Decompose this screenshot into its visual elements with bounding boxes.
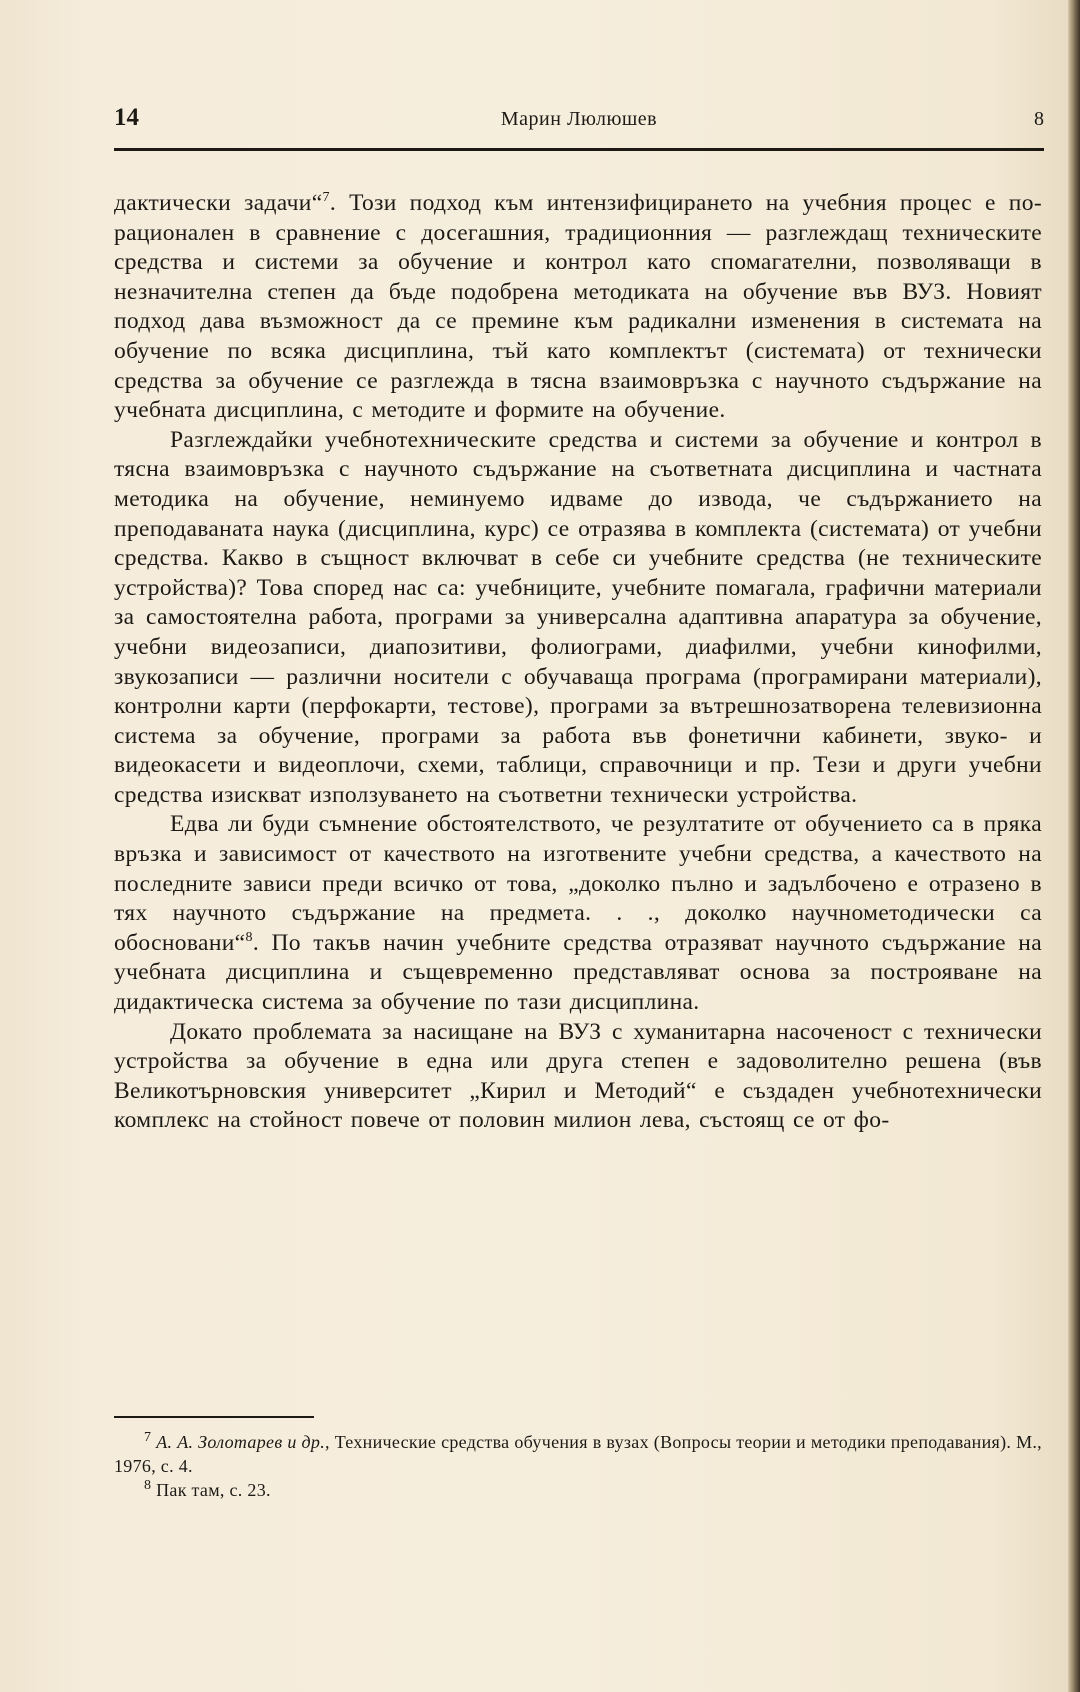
running-title: Марин Люлюшев — [500, 108, 658, 130]
section-number: 8 — [1034, 108, 1044, 130]
paragraph-1-rest: . Този подход към интензифицирането на учебния процес е по-рационален в сравнение с досегашния, традиционния — разглеждащ техническите средства и системи за обучение и контрол като спомагателни, позволяващи в незначителна степен да бъде подобрена методиката на обучение във ВУЗ. Новият подход дава възможност да се премине към радикални изменения в системата на обучение по всяка дисциплина, тъй като комплектът (системата) от технически средства за обучение се разглежда в тясна взаимовръзка с научното съдържание на учебната дисциплина, с методите и формите на обучение. — [114, 190, 1042, 424]
body-text — [114, 189, 1042, 1136]
page-number: 14 — [114, 104, 139, 131]
paragraph-3 — [114, 810, 1042, 1017]
footnote-rule — [114, 1416, 314, 1418]
header-rule — [114, 148, 1044, 151]
footnotes — [114, 1430, 1042, 1502]
paragraph-3-rest: . По такъв начин учебните средства отразяват научното съдържание на учебната дисциплина и същевременно представляват основа за построяване на дидактическа система за обучение по тази дисциплина. — [114, 929, 1042, 1016]
footnote-mark: 8 — [144, 1478, 152, 1493]
footnote-authors: А. А. Золотарев и др., — [156, 1432, 330, 1452]
paragraph-3-text: Едва ли буди съмнение обстоятелството, че резултатите от обучението са в пряка връзка и зависимост от качеството на изготвените учебни средства, а качеството на последните зависи преди всичко от това, „доколко пълно и задълбочено е отразено в тях научното съдържание на предмета. . ., доколко научнометодически са обосновани“ — [114, 811, 1042, 956]
footnote-8 — [114, 1478, 1042, 1502]
footnote-7 — [114, 1430, 1042, 1478]
page-edge-shadow — [1068, 0, 1080, 1692]
footnote-text: Пак там, с. 23. — [151, 1480, 271, 1500]
footnote-mark: 7 — [144, 1430, 152, 1445]
paragraph-1-text: дактически задачи“ — [114, 190, 323, 216]
paragraph-1 — [114, 189, 1042, 426]
paragraph-4: Докато проблемата за насищане на ВУЗ с хуманитарна насоченост с технически устройства за обучение в една или друга степен е задоволително решена (във Великотърновския университет „Кирил и Методий“ е създаден учебнотехнически комплекс на стойност повече от половин милион лева, състоящ се от фо- — [114, 1018, 1042, 1134]
page-header — [114, 104, 1044, 144]
paragraph-2: Разглеждайки учебнотехническите средства и системи за обучение и контрол в тясна взаимовръзка с научното съдържание на съответната дисциплина и частната методика на обучение, неминуемо идваме до извода, че съдържанието на преподаваната наука (дисциплина, курс) се отразява в комплекта (системата) от учебни средства. Какво в същност включват в себе си учебните средства (не техническите устройства)? Това според нас са: учебниците, учебните помагала, графични материали за самостоятелна работа, програми за универсална адаптивна апаратура за обучение, учебни видеозаписи, диапозитиви, фолиограми, диафилми, учебни кинофилми, звукозаписи — различни носители с обучаваща програма (програмирани материали), контролни карти (перфокарти, тестове), програми за вътрешнозатворена телевизионна система за обучение, програми за работа във фонетични кабинети, звуко- и видеокасети и видеоплочи, схеми, таблици, справочници и пр. Тези и други учебни средства изискват използуването на съответни технически устройства. — [114, 426, 1042, 808]
footnote-ref-7: 7 — [322, 190, 330, 206]
footnote-ref-8: 8 — [245, 930, 253, 946]
footnote-text: Технические средства обучения в вузах (Вопросы теории и методики преподавания). М., 1976, с. 4. — [114, 1432, 1042, 1476]
